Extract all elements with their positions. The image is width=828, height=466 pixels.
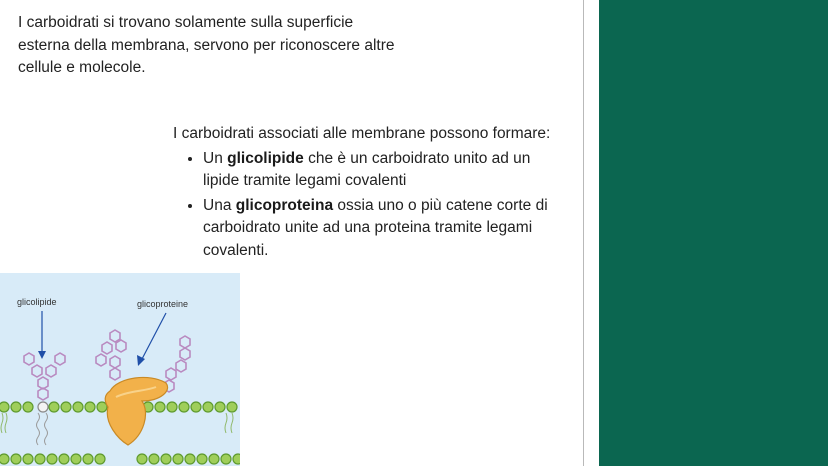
slide-divider-line [583, 0, 584, 466]
glycolipid-sugar-chain [24, 353, 65, 400]
glycoprotein-label: glicoproteine [137, 299, 189, 309]
item-bold-term: glicoproteina [235, 196, 334, 214]
carbohydrate-list-block [173, 123, 593, 264]
glycoprotein-sugar-chain-right [164, 336, 190, 392]
list-item-glycoprotein [203, 195, 563, 263]
list-item-glycolipid [203, 148, 563, 193]
intro-paragraph: I carboidrati si trovano solamente sulla superficie esterna della membrana, servono per riconoscere altre cellule e molecole. [18, 14, 395, 76]
arrow-glycolipid [38, 311, 46, 359]
list-heading: I carboidrati associati alle membrane possono formare: [173, 125, 551, 142]
membrane-illustration [0, 273, 240, 466]
item-prefix: Una [203, 196, 236, 214]
item-suffix: che è un carboidrato unito ad un lipide tramite legami covalenti [203, 149, 531, 189]
item-prefix: Un [203, 149, 228, 167]
item-bold-term: glicolipide [227, 149, 304, 167]
glycolipid-label: glicolipide [17, 297, 57, 307]
membrane-inner-heads [0, 454, 240, 464]
decorative-green-panel [599, 0, 828, 466]
arrow-glycoprotein [137, 313, 166, 366]
bullet-list [173, 148, 593, 263]
membrane-figure [0, 273, 240, 466]
glycoprotein-sugar-chain-left [96, 330, 126, 380]
item-suffix: ossia uno o più catene corte di carboidrato unite ad una proteina tramite legami covalenti. [203, 196, 548, 259]
